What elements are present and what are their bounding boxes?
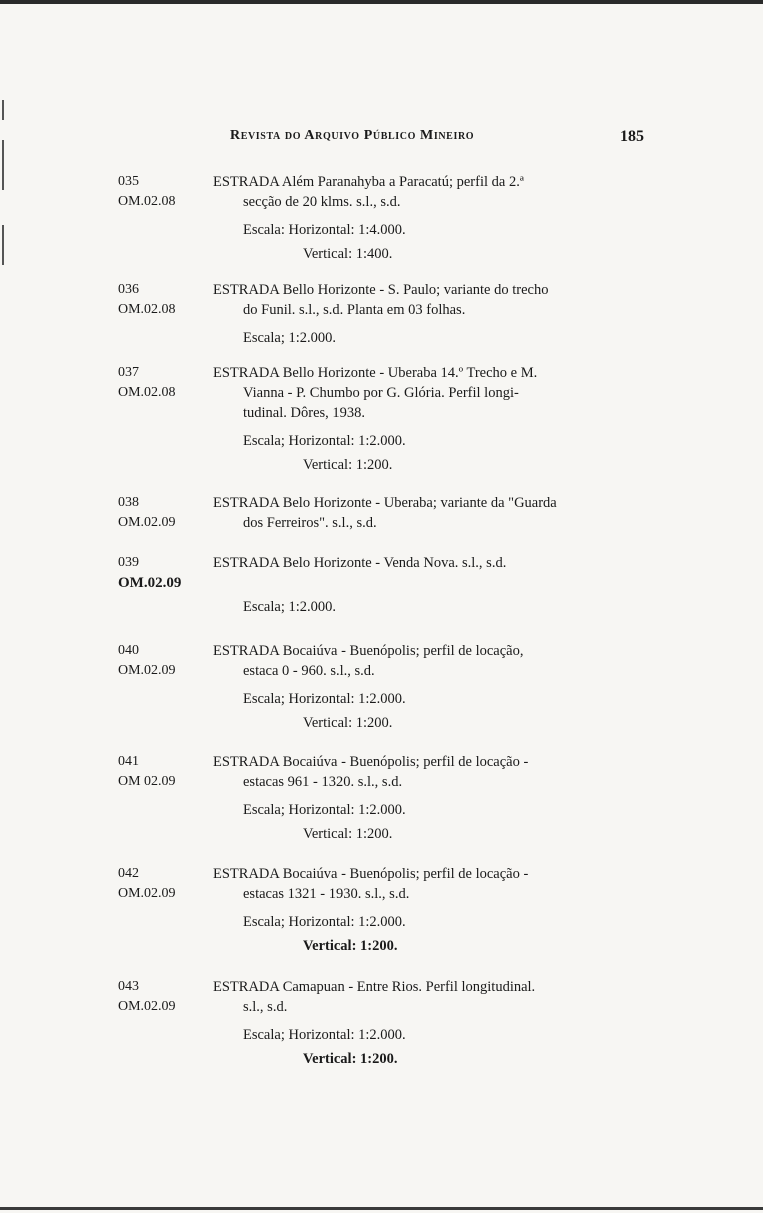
scale-horizontal: Escala; 1:2.000.: [243, 599, 337, 615]
entry-description: [213, 752, 658, 792]
scale-vertical: Vertical: 1:200.: [303, 715, 393, 731]
entry-description: [213, 493, 658, 533]
entry-number: 040: [118, 643, 139, 658]
description-line: estaca 0 - 960. s.l., s.d.: [243, 663, 375, 679]
entry-number: 042: [118, 866, 139, 881]
entry-scale: [213, 1023, 658, 1071]
description-line: do Funil. s.l., s.d. Planta em 03 folhas.: [243, 302, 466, 318]
description-line: ESTRADA Bocaiúva - Buenópolis; perfil de locação -: [213, 754, 529, 770]
description-line: Vianna - P. Chumbo por G. Glória. Perfil longi-: [243, 385, 519, 401]
margin-mark: [2, 100, 4, 120]
description-line: tudinal. Dôres, 1938.: [243, 405, 366, 421]
description-line: dos Ferreiros". s.l., s.d.: [243, 515, 377, 531]
entry-text: [213, 363, 658, 477]
entry-scale: [213, 218, 658, 266]
description-line: estacas 1321 - 1930. s.l., s.d.: [243, 886, 410, 902]
entry-code: OM.02.09: [118, 575, 182, 591]
entry-text: [213, 553, 658, 619]
entry-text: [213, 864, 658, 958]
entry-description: [213, 172, 658, 212]
description-line: ESTRADA Bocaiúva - Buenópolis; perfil de locação -: [213, 866, 529, 882]
entry-number: 035: [118, 174, 139, 189]
entry-number: 037: [118, 365, 139, 380]
entry-code: OM.02.09: [118, 886, 176, 901]
entry-number: 036: [118, 282, 139, 297]
entry-codes: [118, 864, 213, 904]
running-title: Revista do Arquivo Público Mineiro: [230, 128, 475, 143]
entry-scale: [213, 687, 658, 735]
scale-vertical: Vertical: 1:200.: [303, 826, 393, 842]
scale-vertical: Vertical: 1:200.: [303, 1051, 398, 1067]
margin-mark: [2, 225, 4, 265]
entry-codes: [118, 280, 213, 320]
scale-horizontal: Escala; Horizontal: 1:2.000.: [243, 914, 406, 930]
entry-text: [213, 172, 658, 266]
scale-horizontal: Escala; Horizontal: 1:2.000.: [243, 433, 406, 449]
description-line: estacas 961 - 1320. s.l., s.d.: [243, 774, 403, 790]
entry-text: [213, 280, 658, 350]
scale-vertical: Vertical: 1:200.: [303, 457, 393, 473]
top-border: [0, 0, 763, 4]
entry-codes: [118, 752, 213, 792]
entry-description: [213, 641, 658, 681]
description-line: ESTRADA Além Paranahyba a Paracatú; perfil da 2.ª: [213, 174, 524, 190]
scale-horizontal: Escala; Horizontal: 1:2.000.: [243, 802, 406, 818]
description-line: ESTRADA Bello Horizonte - Uberaba 14.º Trecho e M.: [213, 365, 538, 381]
scale-horizontal: Escala; Horizontal: 1:2.000.: [243, 1027, 406, 1043]
entry-text: [213, 977, 658, 1071]
entry-number: 043: [118, 979, 139, 994]
entry-code: OM 02.09: [118, 774, 176, 789]
entry-scale: [213, 910, 658, 958]
entry-codes: [118, 977, 213, 1017]
entry-number: 041: [118, 754, 139, 769]
entry-scale: [213, 429, 658, 477]
bottom-border: [0, 1207, 763, 1210]
scale-vertical: Vertical: 1:400.: [303, 246, 393, 262]
entry-codes: [118, 363, 213, 403]
description-line: ESTRADA Belo Horizonte - Uberaba; variante da "Guarda: [213, 495, 557, 511]
entry-scale: [213, 798, 658, 846]
entry-scale: [213, 595, 658, 619]
entry-description: [213, 280, 658, 320]
description-line: ESTRADA Camapuan - Entre Rios. Perfil longitudinal.: [213, 979, 536, 995]
description-line: ESTRADA Bocaiúva - Buenópolis; perfil de locação,: [213, 643, 524, 659]
description-line: ESTRADA Bello Horizonte - S. Paulo; variante do trecho: [213, 282, 549, 298]
entry-codes: [118, 172, 213, 212]
entry-code: OM.02.09: [118, 999, 176, 1014]
entry-codes: [118, 553, 213, 593]
entry-code: OM.02.09: [118, 663, 176, 678]
description-line: ESTRADA Belo Horizonte - Venda Nova. s.l., s.d.: [213, 555, 507, 571]
entry-code: OM.02.08: [118, 385, 176, 400]
scale-horizontal: Escala; Horizontal: 1:2.000.: [243, 691, 406, 707]
scale-vertical: Vertical: 1:200.: [303, 938, 398, 954]
entry-description: [213, 363, 658, 423]
entry-code: OM.02.09: [118, 515, 176, 530]
entry-code: OM.02.08: [118, 194, 176, 209]
scale-horizontal: Escala: Horizontal: 1:4.000.: [243, 222, 406, 238]
description-line: secção de 20 klms. s.l., s.d.: [243, 194, 401, 210]
entry-description: [213, 553, 658, 573]
entry-description: [213, 977, 658, 1017]
entry-text: [213, 493, 658, 533]
entry-text: [213, 752, 658, 846]
description-line: s.l., s.d.: [243, 999, 288, 1015]
entry-number: 039: [118, 555, 139, 570]
margin-mark: [2, 140, 4, 190]
entry-code: OM.02.08: [118, 302, 176, 317]
entry-text: [213, 641, 658, 735]
scale-horizontal: Escala; 1:2.000.: [243, 330, 337, 346]
entry-codes: [118, 493, 213, 533]
page-number: 185: [620, 128, 644, 145]
entry-scale: [213, 326, 658, 350]
entry-number: 038: [118, 495, 139, 510]
entry-codes: [118, 641, 213, 681]
entry-description: [213, 864, 658, 904]
